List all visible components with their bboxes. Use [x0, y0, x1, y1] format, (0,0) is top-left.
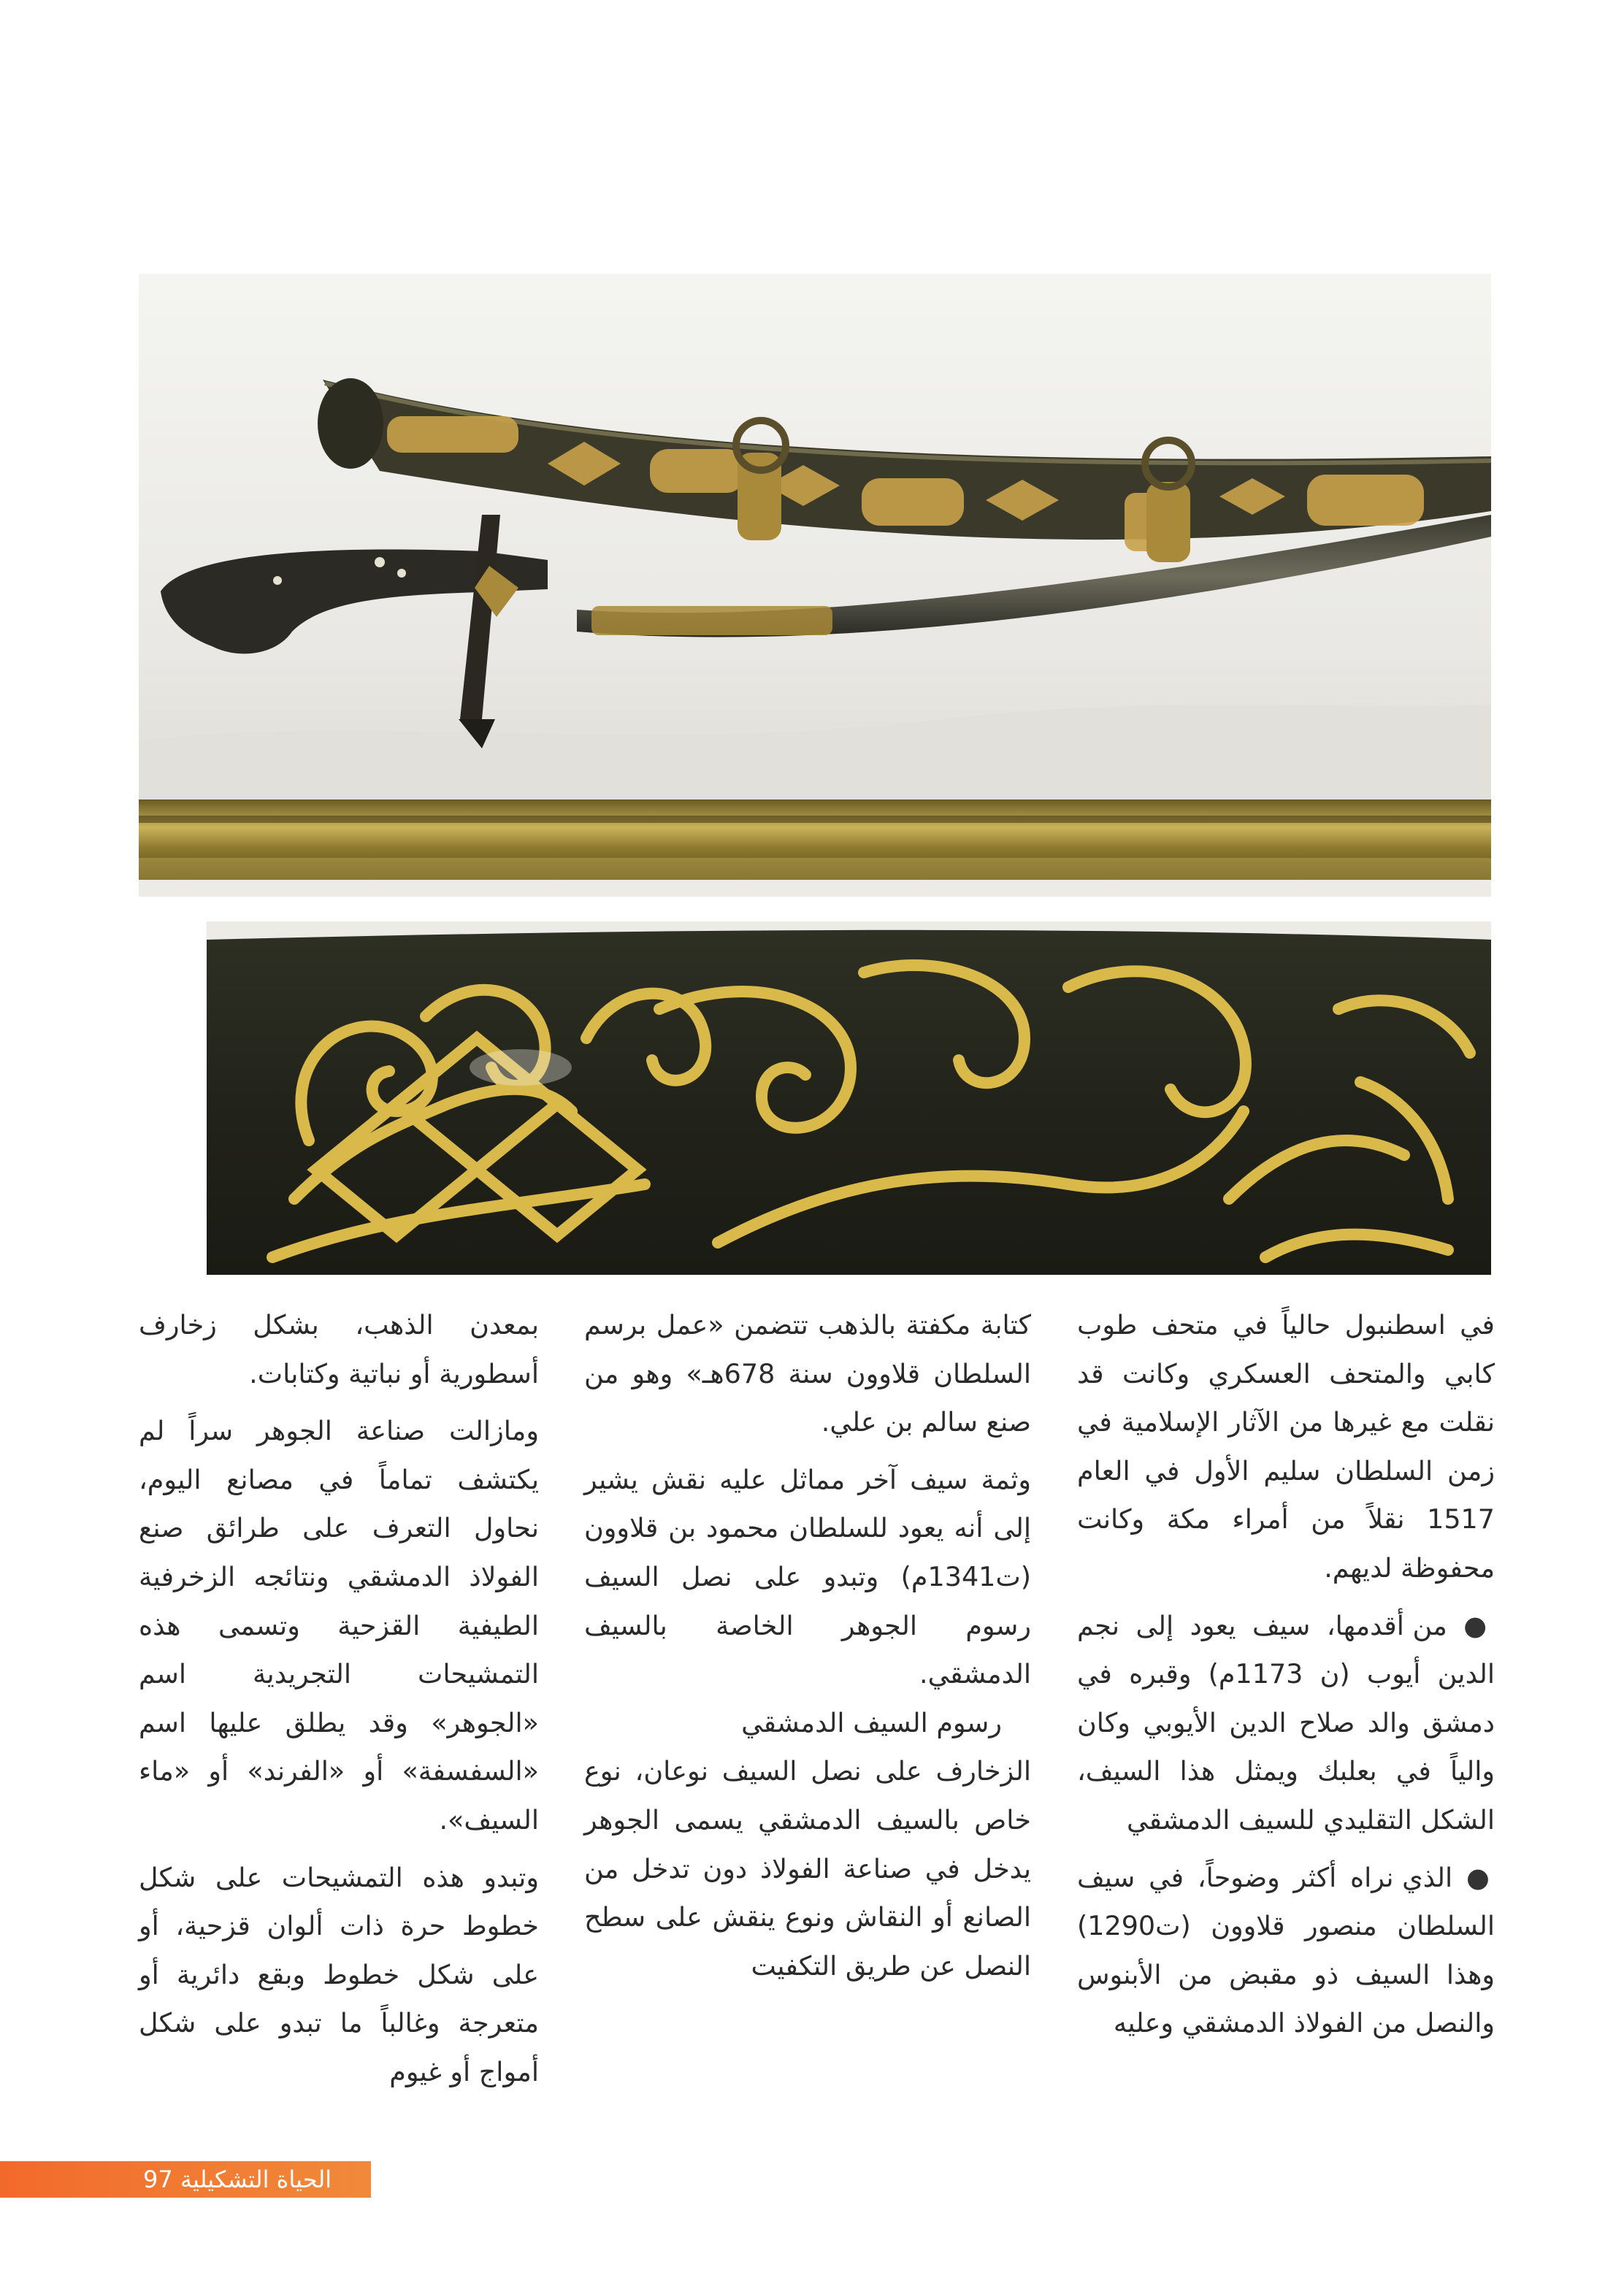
magazine-name: الحياة التشكيلية [180, 2166, 332, 2193]
bullet-icon: ● [1447, 1609, 1495, 1641]
paragraph-text: الذي نراه أكثر وضوحاً، في سيف السلطان منصور قلاوون (ت1290) وهذا السيف ذو مقبض من الأبنوس والنصل من الفولاذ الدمشقي وعليه [1077, 1861, 1495, 2039]
footer [123, 2163, 332, 2196]
bullet-paragraph [1077, 1602, 1495, 1845]
page-number: 97 [143, 2166, 173, 2193]
paragraph: كتابة مكفتة بالذهب تتضمن «عمل برسم السلطان قلاوون سنة 678هـ» وهو من صنع سالم بن علي. [584, 1309, 1032, 1438]
article-column-left [139, 1301, 539, 2097]
bullet-paragraph [1077, 1854, 1495, 2048]
paragraph-text: من أقدمها، سيف يعود إلى نجم الدين أيوب (ن 1173م) وقبره في دمشق والد صلاح الدين الأيوبي وكان والياً في بعلبك ويمثل هذا السيف، الشكل التقليدي للسيف الدمشقي [1077, 1609, 1495, 1836]
sword-photo [139, 274, 1491, 897]
article-column-middle [584, 1301, 1031, 1990]
bullet-icon: ● [1452, 1861, 1495, 1893]
article-column-right [1077, 1301, 1495, 2048]
paragraph: الزخارف على نصل السيف نوعان، نوع خاص بالسيف الدمشقي يسمى الجوهر يدخل في صناعة الفولاذ دون تدخل من الصانع أو النقاش ونوع ينقش على سطح النصل عن طريق التكفيت [584, 1755, 1031, 1982]
paragraph: ومازالت صناعة الجوهر سراً لم يكتشف تماماً في مصانع اليوم، نحاول التعرف على طرائق صنع الفولاذ الدمشقي ونتائجه الزخرفية الطيفية القزحية وتسمى هذه التمشيحات التجريدية اسم «الجوهر» وقد يطلق عليها اسم «السفسفة» أو «الفرند» أو «ماء السيف». [139, 1415, 539, 1836]
paragraph: وثمة سيف آخر مماثل عليه نقش يشير إلى أنه يعود للسلطان محمود بن قلاوون (ت1341م) وتبدو على نصل السيف رسوم الجوهر الخاصة بالسيف الدمشقي. [584, 1463, 1031, 1690]
paragraph: وتبدو هذه التمشيحات على شكل خطوط حرة ذات ألوان قزحية، أو على شكل خطوط وبقع دائرية أو متعرجة وغالباً ما تبدو على شكل أمواج أو غيوم [139, 1861, 539, 2087]
paragraph: في اسطنبول حالياً في متحف طوب كابي والمتحف العسكري وكانت قد نقلت مع غيرها من الآثار الإسلامية في زمن السلطان سليم الأول في العام 1517 نقلاً من أمراء مكة وكانت محفوظة لديهم. [1077, 1309, 1495, 1584]
section-subheading: رسوم السيف الدمشقي [741, 1706, 1002, 1738]
paragraph: بمعدن الذهب، بشكل زخارف أسطورية أو نباتية وكتابات. [139, 1309, 539, 1389]
arabesque-detail-photo [207, 921, 1491, 1275]
